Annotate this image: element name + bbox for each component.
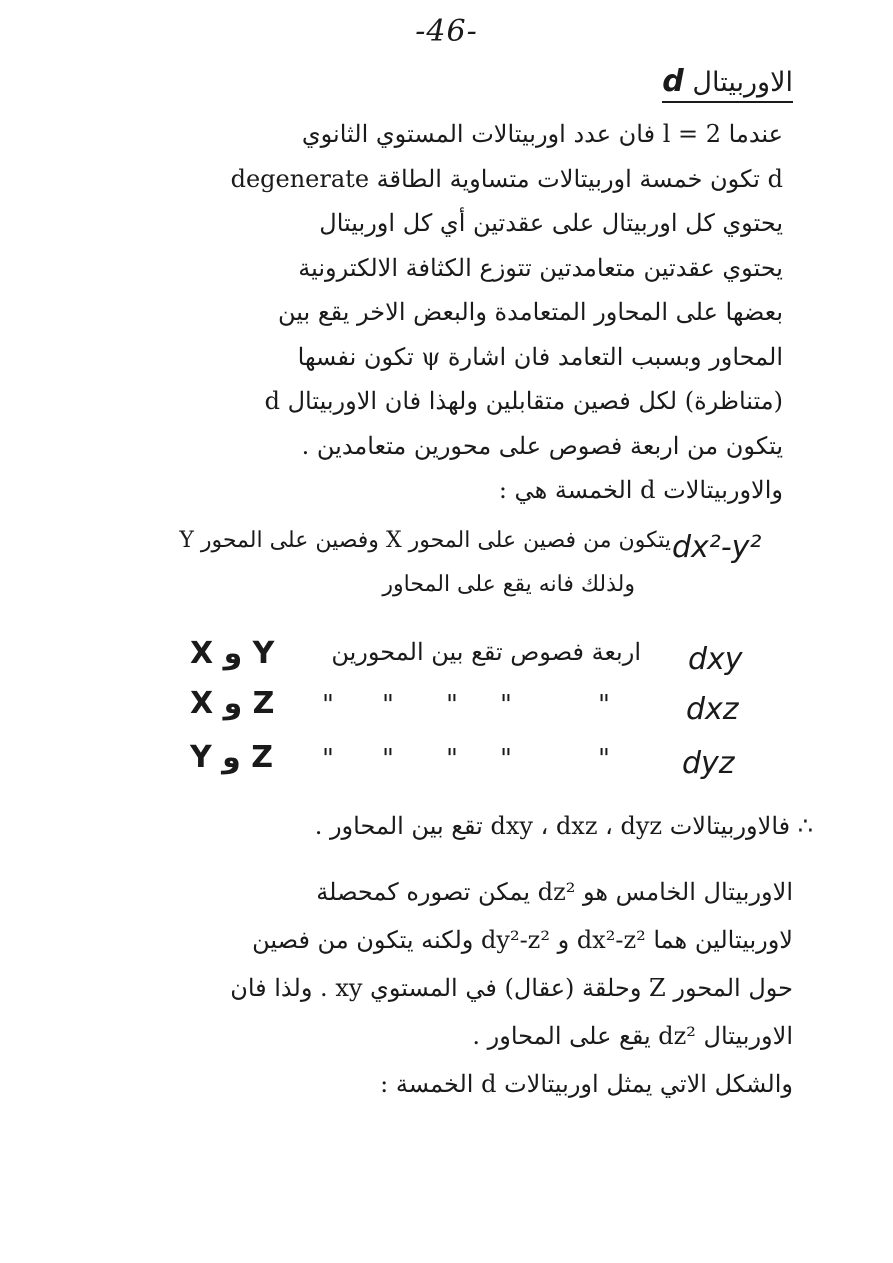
dz2-line: حول المحور Z وحلقة (عقال) في المستوي xy . ولذا فان [230,974,793,1002]
intro-paragraph [83,112,783,513]
orbital-description: اربعة فصوص تقع بين المحورين [331,638,641,666]
orbital-description-line2: ولذلك فانه يقع على المحاور [382,572,635,597]
summary-text: ∴ فالاوربيتالات dxy ، dxz ، dyz تقع بين المحاور . [314,812,813,840]
ditto-mark: " [446,744,458,774]
summary-line [113,804,813,849]
orbital-row-dxz [0,684,893,740]
ditto-mark: " [322,690,334,720]
intro-line: عندما l = 2 فان عدد اوربيتالات المستوي الثانوي [301,120,783,148]
dz2-line: لاوربيتالين هما dx²-z² و dy²-z² ولكنه يتكون من فصين [252,926,793,954]
ditto-mark: " [500,690,512,720]
orbital-label: dxy [688,642,743,677]
orbital-axes: X و Y [190,636,275,671]
ditto-mark: " [500,744,512,774]
dz2-line: الاوربيتال dz² يقع على المحاور . [472,1022,793,1050]
section-heading [662,64,793,103]
dz2-line: الاوربيتال الخامس هو dz² يمكن تصوره كمحصلة [316,878,793,906]
ditto-mark: " [598,690,610,720]
ditto-mark: " [322,744,334,774]
orbital-label: dx²-y² [672,530,762,565]
page-number: -46- [415,14,478,49]
heading-text: الاوربيتال [692,67,793,98]
dz2-line: والشكل الاتي يمثل اوربيتالات d الخمسة : [380,1070,793,1098]
intro-line: والاوربيتالات d الخمسة هي : [498,476,783,504]
intro-line: يحتوي كل اوربيتال على عقدتين أي كل اوربيتال [319,209,783,237]
orbital-row-dxy [0,634,893,690]
intro-line: المحاور وبسبب التعامد فان اشارة ψ تكون نفسها [297,342,783,371]
intro-line: يحتوي عقدتين متعامدتين تتوزع الكثافة الالكترونية [298,253,783,282]
orbital-row-dyz [0,736,893,792]
orbital-row-dx2-y2 [0,520,893,597]
orbital-axes: X و Z [190,686,275,721]
dz2-paragraph [93,868,793,1108]
ditto-mark: " [382,690,394,720]
intro-line: (متناظرة) لكل فصين متقابلين ولهذا فان الاوربيتال d [264,387,783,415]
ditto-mark: " [598,744,610,774]
intro-line: يتكون من اربعة فصوص على محورين متعامدين . [301,431,783,460]
orbital-description: يتكون من فصين على المحور X وفصين على المحور Y [179,528,671,553]
intro-line: بعضها على المحاور المتعامدة والبعض الاخر يقع بين [278,298,783,326]
intro-line: d تكون خمسة اوربيتالات متساوية الطاقة degenerate [230,164,783,193]
orbital-label: dyz [682,746,735,781]
orbital-axes: Y و Z [190,740,274,775]
heading-symbol: d [662,64,684,99]
ditto-mark: " [446,690,458,720]
ditto-mark: " [382,744,394,774]
orbital-label: dxz [686,692,739,727]
